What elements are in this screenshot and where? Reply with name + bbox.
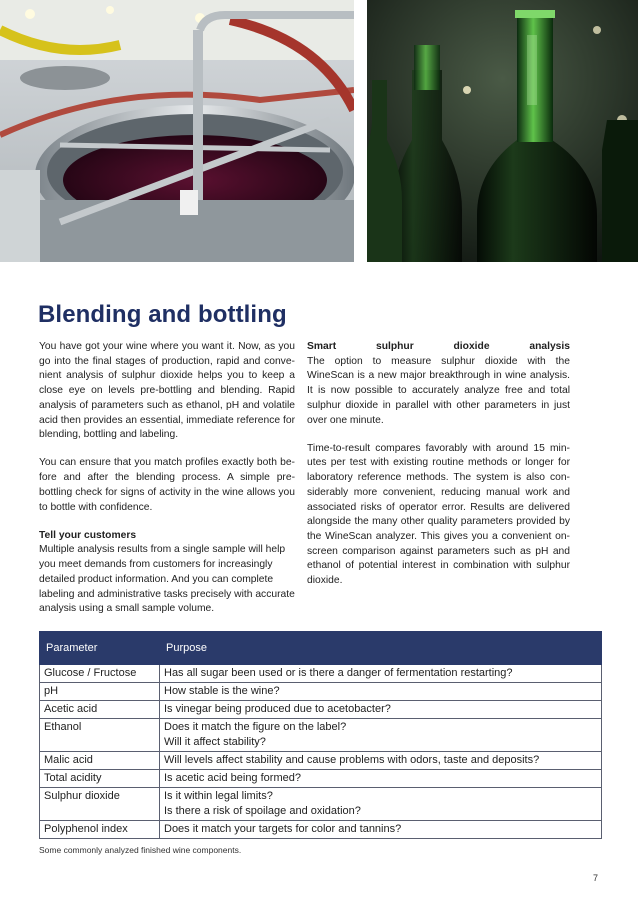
purpose-cell [160, 752, 602, 770]
purpose-cell [160, 665, 602, 683]
table-row [40, 752, 602, 770]
purpose-line: Will it affect stability? [164, 736, 266, 748]
page-number: 7 [593, 873, 599, 883]
paragraph: You have got your wine where you want it. Now, as you go into the final stages of production, rapid and conve-nient analysis of sulphur dioxide helps you to keep a close eye on levels pre-bottling and blending. Rapid analysis of parameters such as ethanol, pH and volatile acid then provides an essential, immediate reference for blending, bottling and labeling. [39, 341, 295, 441]
purpose-line: How stable is the wine? [164, 685, 280, 697]
section-heading: Tell your customers [39, 529, 137, 541]
purpose-line: Does it match the figure on the label? [164, 721, 347, 733]
table-header-row [40, 632, 602, 665]
page-title: Blending and bottling [38, 301, 287, 328]
sulphur-section [307, 340, 570, 428]
wine-tank-photo [0, 0, 354, 262]
purpose-cell [160, 719, 602, 752]
paragraph: Multiple analysis results from a single sample will help you meet demands from customers for increasingly detailed product information. And you can complete labeling and administrative tasks precisely with accurate analysis using a small sample volume. [39, 544, 295, 615]
purpose-cell [160, 770, 602, 788]
purpose-cell [160, 701, 602, 719]
purpose-line: Is there a risk of spoilage and oxidation? [164, 805, 361, 817]
paragraph: Time-to-result compares favorably with around 15 min-utes per test with existing routine methods or longer for laboratory reference methods. The system is also con-siderably more convenient, reducing manual work and associated risks of operator error. Results are delivered alongside the many other quality parameters provided by the WineScan analyzer. This gives you a convenient on-screen comparison against parameters such as pH and ethanol of potential interest in combination with sulphur dioxide. [307, 442, 570, 587]
tell-customers-section [39, 529, 295, 617]
purpose-cell [160, 821, 602, 839]
purpose-line: Will levels affect stability and cause problems with odors, taste and deposits? [164, 754, 540, 766]
table-row [40, 665, 602, 683]
column-header-purpose: Purpose [160, 632, 602, 665]
parameter-cell: Total acidity [40, 770, 160, 788]
heading-word: analysis [529, 341, 570, 352]
paragraph: The option to measure sulphur dioxide with the WineScan is a new major breakthrough in wine analysis. It is now possible to accurately analyze free and total sulphur dioxide in parallel with other parameters in just over one minute. [307, 355, 570, 426]
purpose-line: Has all sugar been used or is there a danger of fermentation restarting? [164, 667, 513, 679]
heading-word: Smart [307, 341, 337, 352]
wine-bottles-photo [367, 0, 638, 262]
table-row [40, 770, 602, 788]
parameter-cell: Malic acid [40, 752, 160, 770]
table-row [40, 821, 602, 839]
table-row [40, 788, 602, 821]
paragraph: You can ensure that you match profiles exactly both be-fore and after the blending process. A simple pre-bottling check for signs of activity in the wine allows you to bottle with confidence. [39, 457, 295, 513]
table-row [40, 683, 602, 701]
purpose-cell [160, 788, 602, 821]
purpose-cell [160, 683, 602, 701]
purpose-line: Is it within legal limits? [164, 790, 273, 802]
parameter-cell: pH [40, 683, 160, 701]
heading-word: sulphur [375, 341, 414, 352]
purpose-line: Does it match your targets for color and tannins? [164, 823, 402, 835]
left-column [39, 340, 295, 630]
parameters-table [39, 631, 602, 839]
purpose-line: Is vinegar being produced due to acetobacter? [164, 703, 391, 715]
parameter-cell: Sulphur dioxide [40, 788, 160, 821]
parameter-cell: Polyphenol index [40, 821, 160, 839]
table-row [40, 719, 602, 752]
table-caption: Some commonly analyzed finished wine components. [39, 845, 242, 855]
column-header-parameter: Parameter [40, 632, 160, 665]
parameter-cell: Ethanol [40, 719, 160, 752]
right-column [307, 340, 570, 602]
heading-word: dioxide [453, 341, 490, 352]
section-heading [307, 340, 570, 355]
purpose-line: Is acetic acid being formed? [164, 772, 301, 784]
parameter-cell: Acetic acid [40, 701, 160, 719]
table-row [40, 701, 602, 719]
parameter-cell: Glucose / Fructose [40, 665, 160, 683]
